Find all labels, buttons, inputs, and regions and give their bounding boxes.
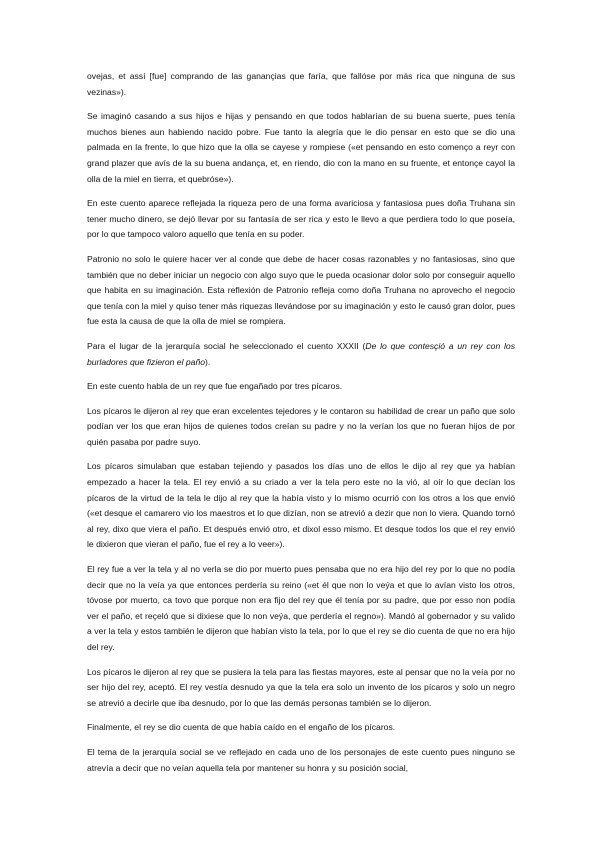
- paragraph: Se imaginó casando a sus hijos e hijas y pensando en que todos hablarían de su buena suerte, pues tenía muchos bienes aun habiendo nacido pobre. Fue tanto la alegría que le dio pensar en esto que se dio una palmada en la frente, lo que hizo que la olla se cayese y rompiese («et pensando en esto començo a reyr con grand plazer que avís de la su buena andança, et, en riendo, dio con la mano en su fruente, et entonçe cayol la olla de la miel en tierra, et quebróse»).: [87, 111, 515, 184]
- story-title: De lo que contesçió a un rey con los burladores que fizieron el paño: [87, 340, 515, 367]
- document-page: [87, 69, 515, 785]
- paragraph-with-title: [87, 339, 515, 370]
- paragraph: Los pícaros le dijeron al rey que eran excelentes tejedores y le contaron su habilidad de crear un paño que solo podían ver los que eran hijos de quienes todos creían su padre y no la verían los que no fueran hijos de por quién pasaba por padre suyo.: [87, 405, 515, 447]
- paragraph: En este cuento habla de un rey que fue engañado por tres pícaros.: [87, 381, 343, 392]
- paragraph: El tema de la jerarquía social se ve reflejado en cada uno de los personajes de este cuento pues ninguno se atrevía a decir que no veían aquella tela por mantener su honra y su posición social,: [87, 746, 515, 773]
- paragraph-text: Para el lugar de la jerarquía social he seleccionado el cuento XXXII (: [87, 340, 366, 351]
- paragraph: ovejas, et assí [fue] comprando de las ganançias que faría, que fallóse por más rica que ninguna de sus vezinas»).: [87, 71, 515, 97]
- paragraph: Los pícaros le dijeron al rey que se pusiera la tela para las fiestas mayores, este al pensar que no la veía por no ser hijo del rey, aceptó. El rey vestía desnudo ya que la tela era solo un invento de los pícaros y solo un negro se atrevió a decirle que iba desnudo, por lo que las demás personas también se lo dijeron.: [87, 666, 515, 708]
- paragraph-tail: ).: [205, 356, 211, 367]
- paragraph: El rey fue a ver la tela y al no verla se dio por muerto pues pensaba que no era hijo del rey por lo que no podía decir que no la veía ya que entonces perdería su reino («et él que non lo veýa et que lo avían visto los otros, tóvose por muerto, ca tovo que porque non era fijo del rey que él tenía por su padre, que por esso non podía ver el paño, et reçeló que si dixiese que lo non veýa, que perdería el regno»). Mandó al gobernador y su valido a ver la tela y estos también le dijeron que habían visto la tela, por lo que el rey se dio cuenta de que no era hijo del rey.: [87, 564, 515, 652]
- paragraph: En este cuento aparece reflejada la riqueza pero de una forma avariciosa y fantasiosa pues doña Truhana sin tener mucho dinero, se dejó llevar por su fantasía de ser rica y esto le llevo a que perdiera todo lo que poseía, por lo que tampoco valoro aquello que tenía en su poder.: [87, 198, 515, 240]
- paragraph: Finalmente, el rey se dio cuenta de que había caído en el engaño de los pícaros.: [87, 722, 396, 733]
- paragraph: Los pícaros simulaban que estaban tejiendo y pasados los días uno de ellos le dijo al rey que ya habían empezado a hacer la tela. El rey envió a su criado a ver la tela pero este no la vió, al oír lo que decían los pícaros de la virtud de la tela le dijo al rey que la había visto y lo mismo ocurrió con los otros a los que envió («et desque el camarero vio los maestros et lo que dizían, non se atrevió a dezir que non lo viera. Quando tornó al rey, dixo que viera el paño. Et después envió otro, et dixol esso mismo. Et desque todos los que el rey envió le dixieron que vieran el paño, fue el rey a lo veer»).: [87, 461, 515, 550]
- paragraph: Patronio no solo le quiere hacer ver al conde que debe de hacer cosas razonables y no fantasiosas, sino que también que no deber iniciar un negocio con algo suyo que le pueda ocasionar dolor solo por conseguir aquello que habita en su imaginación. Esta reflexión de Patronio refleja como doña Truhana no aprovecho el negocio que tenía con la miel y quiso tener más riquezas llevándose por su imaginación y esto le causó gran dolor, pues fue esta la causa de que la olla de miel se rompiera.: [87, 253, 515, 327]
